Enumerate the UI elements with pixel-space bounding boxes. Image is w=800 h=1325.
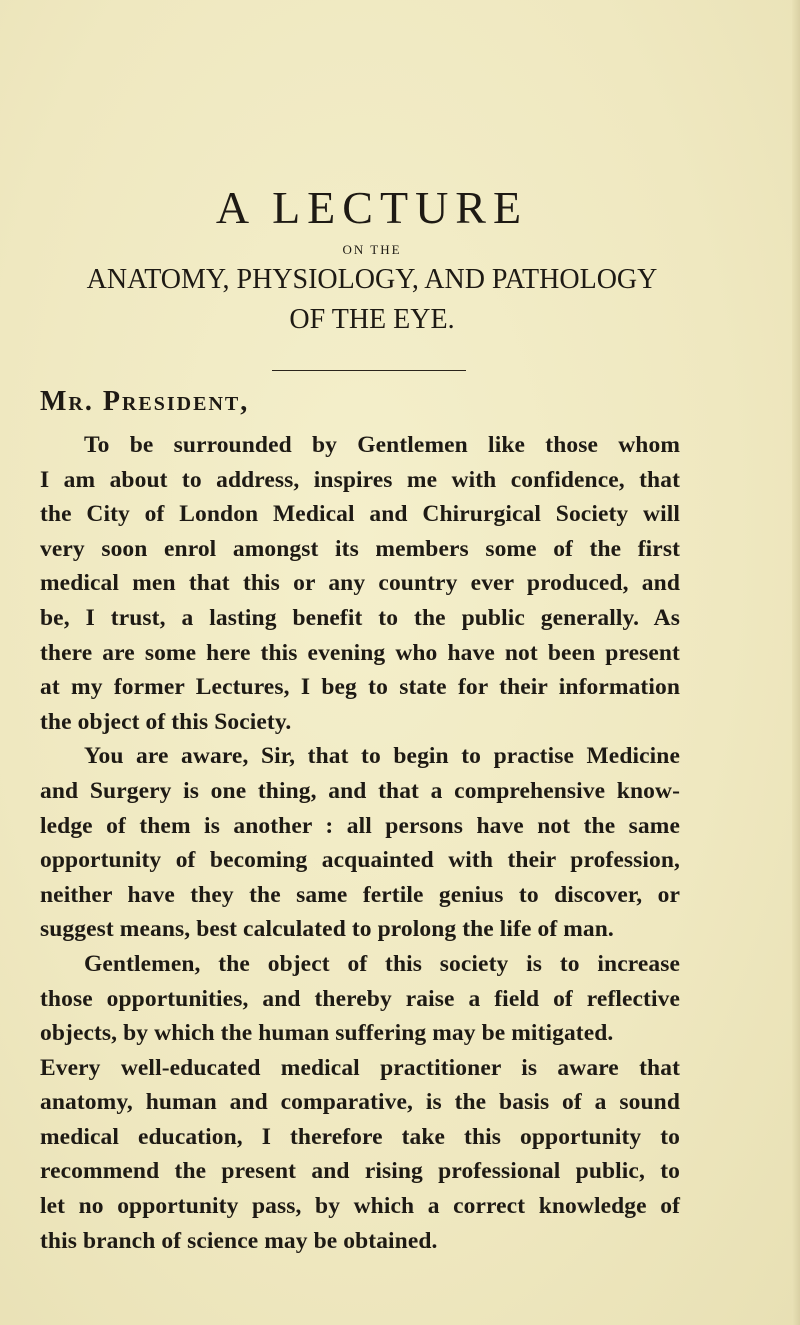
page-edge xyxy=(792,0,800,1325)
text-line: Gentlemen, the object of this society is to increase xyxy=(84,950,680,977)
subtitle-line: OF THE EYE. xyxy=(289,304,455,335)
text-line: there are some here this evening who have not been present xyxy=(40,639,680,666)
text-line: the object of this Society. xyxy=(40,708,292,735)
subtitle-line: ANATOMY, PHYSIOLOGY, AND PATHOLOGY xyxy=(86,264,658,295)
text-line: medical men that this or any country ever produced, and xyxy=(40,570,680,597)
body-text xyxy=(40,428,680,1258)
text-line: You are aware, Sir, that to begin to practise Medicine xyxy=(84,743,680,770)
text-line: neither have they the same fertile genius to discover, or xyxy=(40,881,680,908)
section-divider xyxy=(272,370,466,371)
text-line: at my former Lectures, I beg to state for their information xyxy=(40,674,680,701)
text-line: opportunity of becoming acquainted with their profession, xyxy=(40,847,680,874)
text-line: be, I trust, a lasting benefit to the public generally. As xyxy=(40,604,680,631)
text-line: medical education, I therefore take this opportunity to xyxy=(40,1123,680,1150)
text-line: the City of London Medical and Chirurgical Society will xyxy=(40,501,680,528)
text-line: and Surgery is one thing, and that a comprehensive know- xyxy=(40,777,680,804)
text-line: anatomy, human and comparative, is the basis of a sound xyxy=(40,1089,680,1116)
text-line: very soon enrol amongst its members some of the first xyxy=(40,535,680,562)
text-line: let no opportunity pass, by which a correct knowledge of xyxy=(40,1193,680,1220)
text-line: Every well-educated medical practitioner is aware that xyxy=(40,1054,680,1081)
text-line: I am about to address, inspires me with confidence, that xyxy=(40,466,680,493)
salutation: Mr. President, xyxy=(40,386,250,417)
text-line: suggest means, best calculated to prolong the life of man. xyxy=(40,916,614,943)
text-line: those opportunities, and thereby raise a field of reflective xyxy=(40,985,680,1012)
text-line: this branch of science may be obtained. xyxy=(40,1227,438,1254)
title-connector: ON THE xyxy=(342,242,402,257)
lecture-title: A LECTURE xyxy=(215,182,529,233)
text-line: objects, by which the human suffering may be mitigated. xyxy=(40,1020,614,1047)
text-line: To be surrounded by Gentlemen like those whom xyxy=(84,432,680,458)
text-line: ledge of them is another : all persons have not the same xyxy=(40,812,680,839)
text-line: recommend the present and rising professional public, to xyxy=(40,1158,680,1185)
lecture-subtitle xyxy=(0,260,744,340)
